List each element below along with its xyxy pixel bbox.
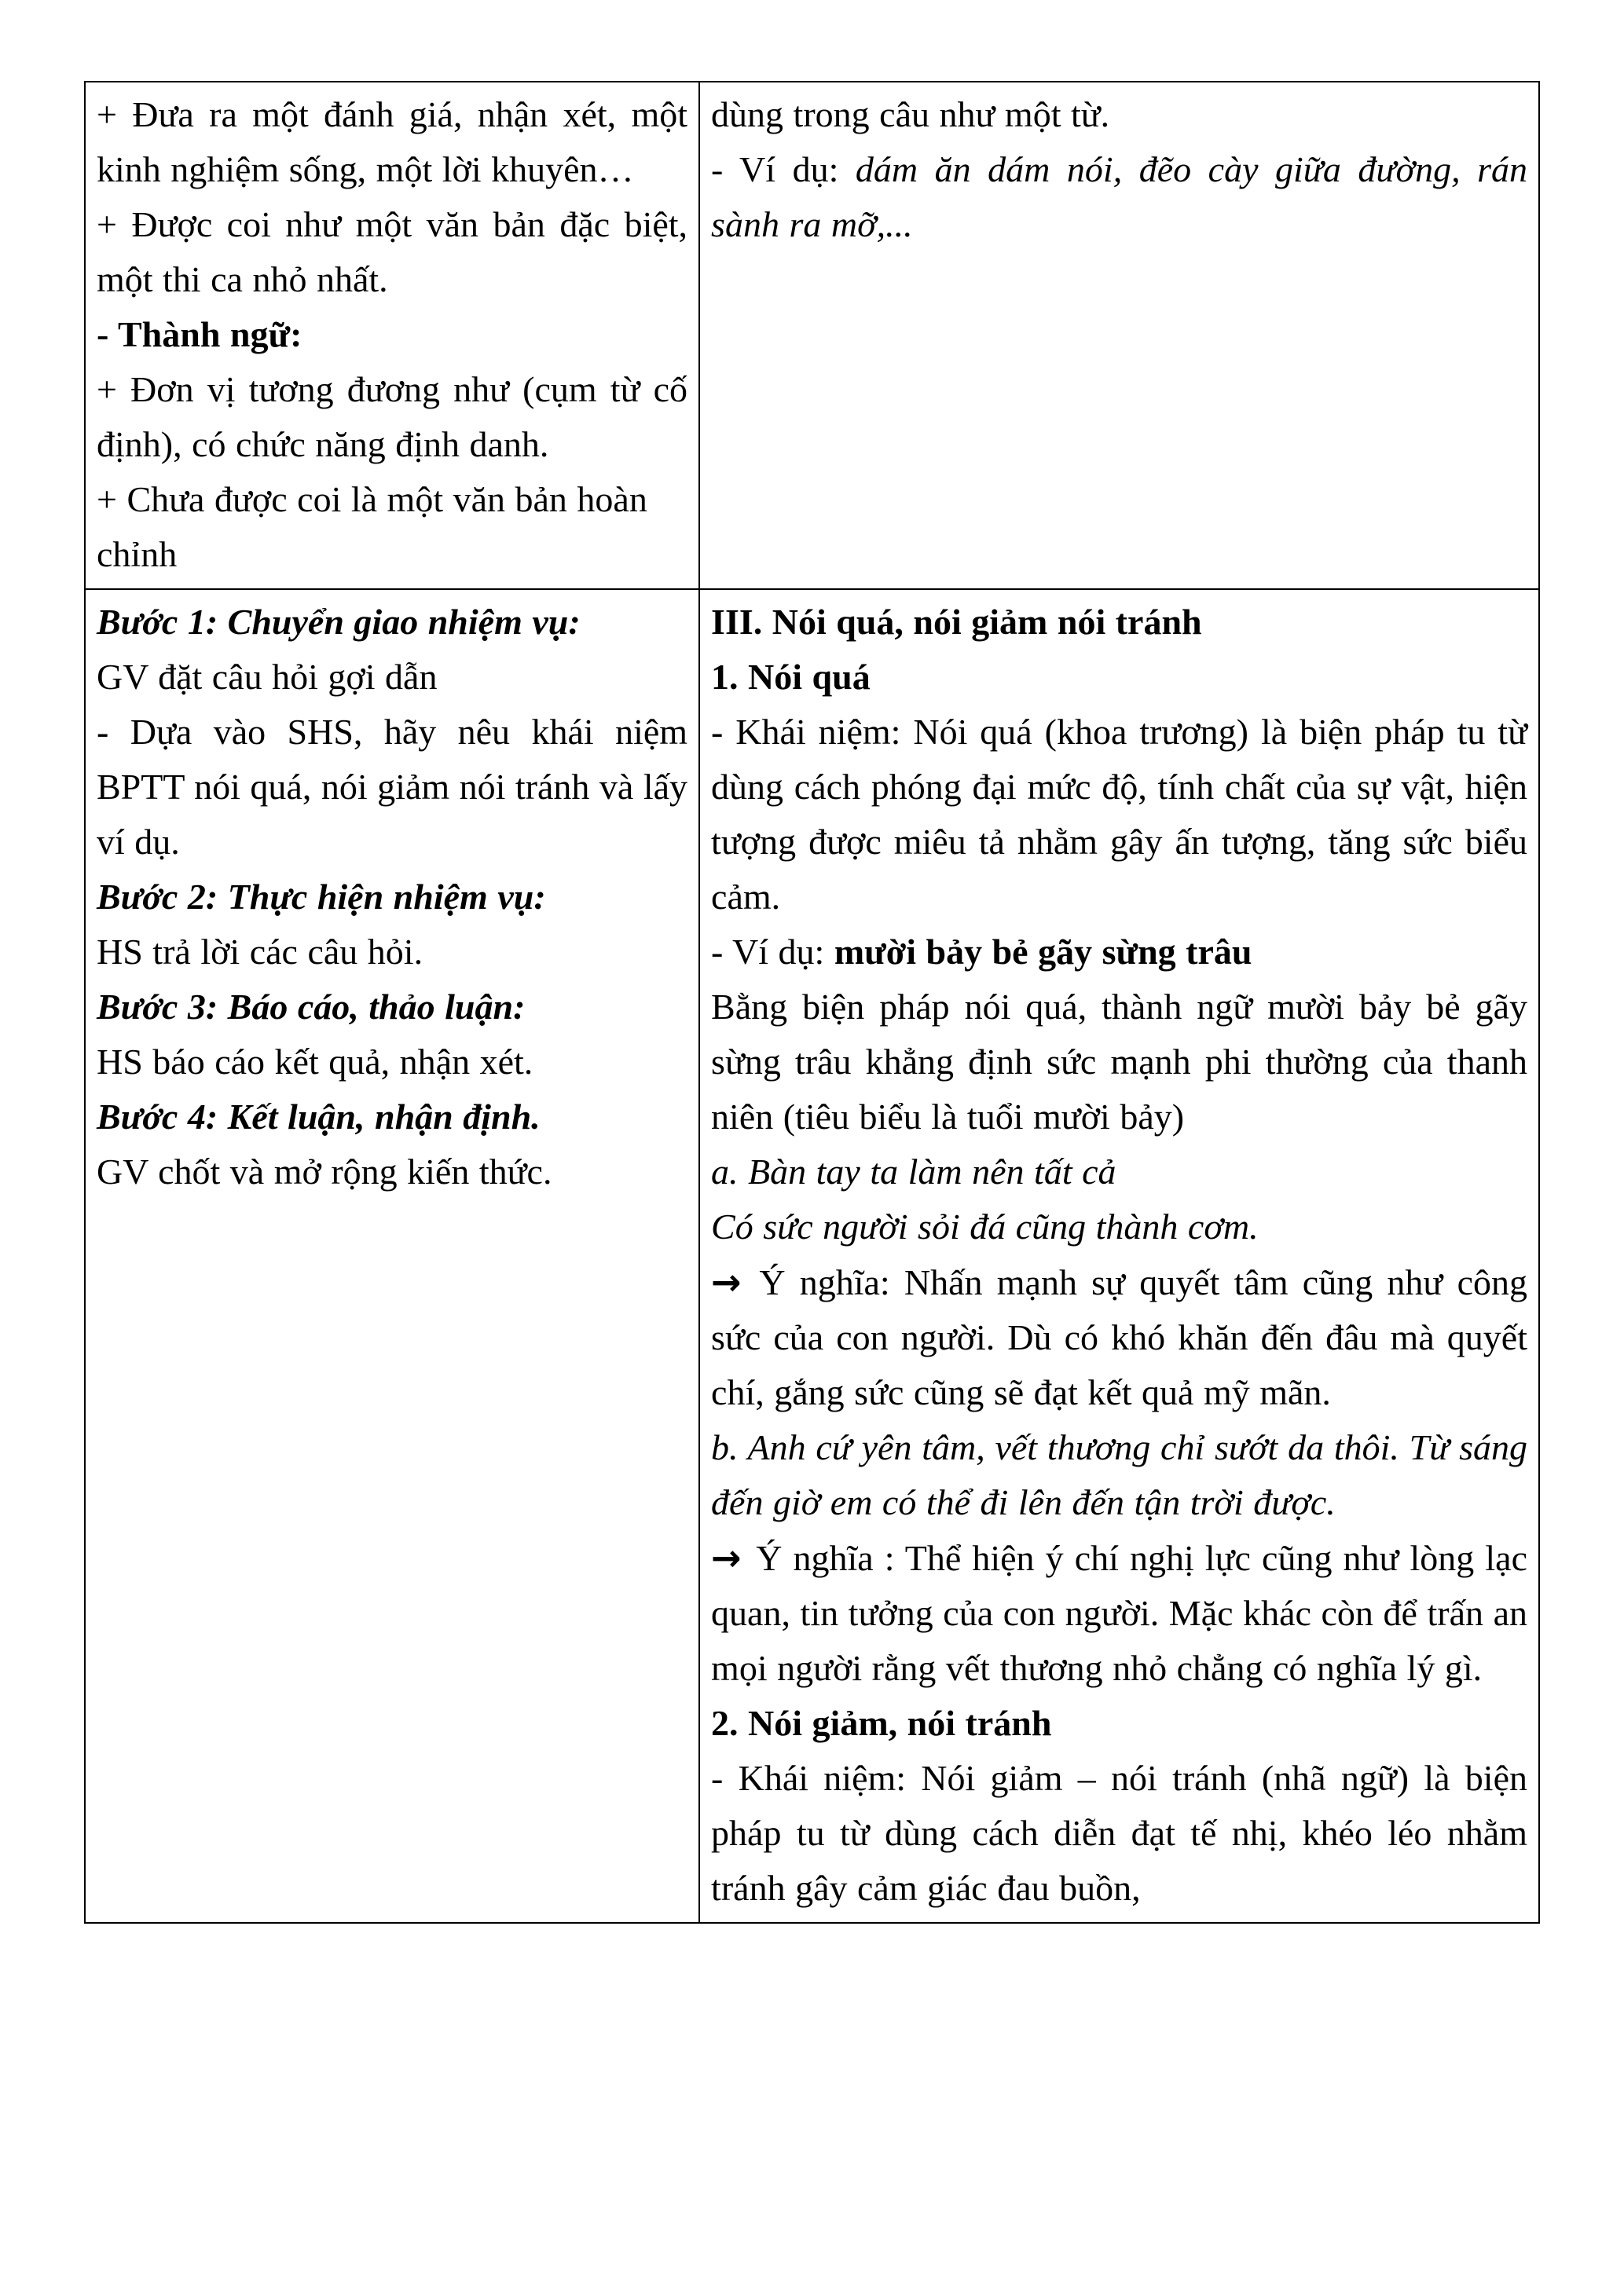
arrow-icon: →: [711, 1536, 757, 1579]
paragraph: [711, 650, 1527, 705]
text-run: III. Nói quá, nói giảm nói tránh: [711, 602, 1202, 642]
text-run: - Thành ngữ:: [97, 314, 302, 354]
text-run: - Khái niệm: Nói quá (khoa trương) là biện pháp tu từ dùng cách phóng đại mức độ, tính chất của sự vật, hiện tượng được miêu tả nhằm gây ấn tượng, tăng sức biểu cảm.: [711, 712, 1527, 917]
text-run: - Dựa vào SHS, hãy nêu khái niệm BPTT nói quá, nói giảm nói tránh và lấy ví dụ.: [97, 712, 688, 862]
paragraph: [97, 980, 687, 1034]
text-run: Ý nghĩa : Thể hiện ý chí nghị lực cũng như lòng lạc quan, tin tưởng của con người. Mặc khác còn để trấn an mọi người rằng vết thương nhỏ chẳng có nghĩa lý gì.: [711, 1538, 1527, 1688]
paragraph: [97, 527, 687, 582]
paragraph: [711, 705, 1527, 925]
paragraph: [97, 1034, 687, 1089]
paragraph: [97, 1089, 687, 1144]
paragraph: [711, 1420, 1527, 1530]
text-run: HS báo cáo kết quả, nhận xét.: [97, 1042, 533, 1082]
text-run: mười bảy bẻ gãy sừng trâu: [834, 932, 1252, 972]
text-run: Bằng biện pháp nói quá, thành ngữ mười bảy bẻ gãy sừng trâu khẳng định sức mạnh phi thường của thanh niên (tiêu biểu là tuổi mười bảy): [711, 987, 1527, 1137]
paragraph: [97, 472, 687, 527]
paragraph: [711, 1530, 1527, 1696]
text-run: Bước 1: Chuyển giao nhiệm vụ:: [97, 602, 581, 642]
paragraph: [711, 1751, 1527, 1916]
text-run: + Đơn vị tương đương như (cụm từ cố định), có chức năng định danh.: [97, 369, 688, 464]
text-run: chỉnh: [97, 534, 178, 574]
paragraph: [97, 307, 687, 362]
cell-row2-right: [699, 589, 1539, 1923]
paragraph: [711, 595, 1527, 650]
text-run: Bước 2: Thực hiện nhiệm vụ:: [97, 877, 546, 917]
text-run: GV đặt câu hỏi gợi dẫn: [97, 657, 438, 697]
text-run: + Được coi như một văn bản đặc biệt, một thi ca nhỏ nhất.: [97, 204, 688, 299]
text-run: a. Bàn tay ta làm nên tất cả: [711, 1152, 1116, 1192]
paragraph: [97, 197, 687, 307]
text-run: + Chưa được coi là một văn bản hoàn: [97, 479, 647, 519]
text-run: HS trả lời các câu hỏi.: [97, 932, 423, 972]
paragraph: [97, 362, 687, 472]
paragraph: [97, 1144, 687, 1199]
content-table: [84, 81, 1540, 1924]
text-run: - Ví dụ:: [711, 149, 856, 189]
paragraph: [97, 650, 687, 705]
text-run: - Khái niệm: Nói giảm – nói tránh (nhã ngữ) là biện pháp tu từ dùng cách diễn đạt tế nhị, khéo léo nhằm tránh gây cảm giác đau buồn,: [711, 1758, 1527, 1908]
text-run: Ý nghĩa: Nhấn mạnh sự quyết tâm cũng như công sức của con người. Dù có khó khăn đến đâu mà quyết chí, gắng sức cũng sẽ đạt kết quả mỹ mãn.: [711, 1262, 1527, 1412]
text-run: dám ăn dám nói, đẽo cày giữa đường, rán sành ra mỡ,...: [711, 149, 1527, 244]
arrow-icon: →: [711, 1261, 760, 1303]
cell-row1-right: [699, 82, 1539, 589]
paragraph: [97, 87, 687, 197]
text-run: dùng trong câu như một từ.: [711, 94, 1110, 134]
paragraph: [711, 925, 1527, 980]
text-run: b. Anh cứ yên tâm, vết thương chỉ sướt da thôi. Từ sáng đến giờ em có thể đi lên đến tận trời được.: [711, 1427, 1527, 1522]
text-run: Bước 4: Kết luận, nhận định.: [97, 1097, 541, 1137]
paragraph: [97, 925, 687, 980]
cell-row2-left: [85, 589, 699, 1923]
paragraph: [711, 1144, 1527, 1199]
text-run: Có sức người sỏi đá cũng thành cơm.: [711, 1207, 1259, 1247]
paragraph: [711, 87, 1527, 142]
paragraph: [711, 1696, 1527, 1751]
text-run: Bước 3: Báo cáo, thảo luận:: [97, 987, 526, 1027]
table-row: [85, 82, 1539, 589]
paragraph: [711, 980, 1527, 1144]
paragraph: [711, 142, 1527, 252]
paragraph: [711, 1254, 1527, 1420]
paragraph: [97, 595, 687, 650]
text-run: GV chốt và mở rộng kiến thức.: [97, 1152, 552, 1192]
table-row: [85, 589, 1539, 1923]
paragraph: [97, 870, 687, 925]
text-run: + Đưa ra một đánh giá, nhận xét, một kinh nghiệm sống, một lời khuyên…: [97, 94, 688, 189]
text-run: - Ví dụ:: [711, 932, 834, 972]
paragraph: [97, 705, 687, 870]
cell-row1-left: [85, 82, 699, 589]
text-run: 2. Nói giảm, nói tránh: [711, 1703, 1052, 1743]
text-run: 1. Nói quá: [711, 657, 871, 697]
paragraph: [711, 1199, 1527, 1254]
